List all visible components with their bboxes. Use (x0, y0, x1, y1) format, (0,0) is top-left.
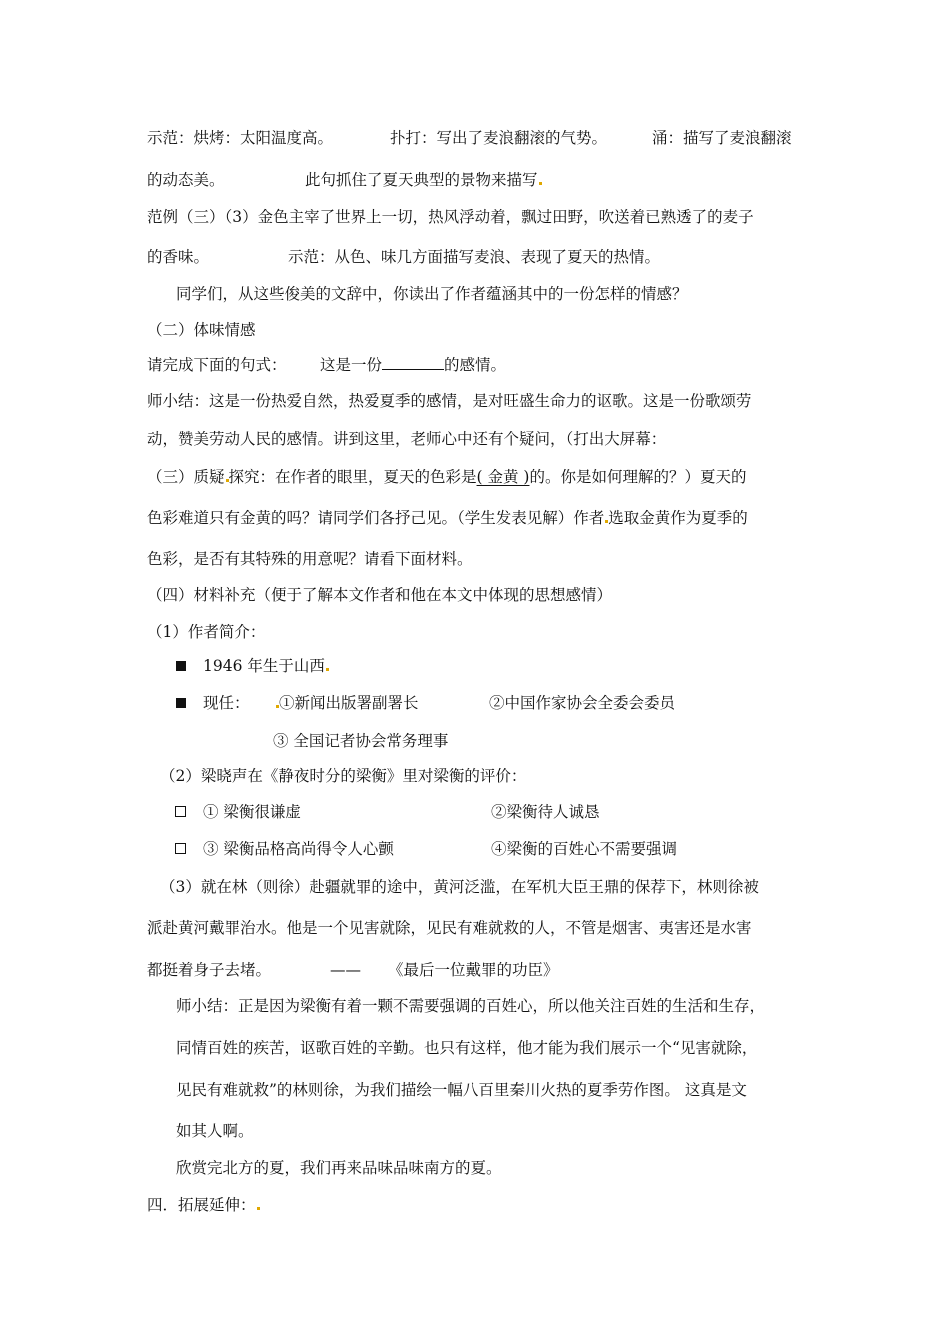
example-bake: 示范：烘烤：太阳温度高。 (147, 129, 334, 147)
color-question-line (147, 508, 748, 528)
summary-line-1 (147, 391, 752, 411)
sentence-prompt: 请完成下面的句式： (147, 356, 287, 374)
teacher-summary-line-2 (176, 1038, 757, 1058)
teacher-summary-1: 师小结：正是因为梁衡有着一颗不需要强调的百姓心，所以他关注百姓的生活和生存， (176, 997, 766, 1015)
section-three-line (147, 467, 747, 487)
fill-blank-prefix: 这是一份 (320, 356, 383, 374)
option-three: ③ 梁衡品格高尚得令人心颤 (203, 840, 394, 858)
teacher-summary-line-1 (176, 996, 765, 1016)
teacher-summary-line-3 (176, 1080, 747, 1100)
option-four: ④梁衡的百姓心不需要强调 (491, 840, 678, 858)
option-one: ① 梁衡很谦虚 (203, 803, 301, 821)
lin-story-line-1 (160, 877, 759, 897)
material-intro-line (147, 549, 473, 569)
summary-text-2: 动，赞美劳动人民的感情。讲到这里，老师心中还有个疑问，（打出大屏幕： (147, 430, 667, 448)
position-label: 现任： (203, 694, 250, 712)
citation-dash: —— (330, 961, 361, 979)
lin-story-line-3 (147, 960, 271, 980)
position-three: ③ 全国记者协会常务理事 (273, 732, 449, 750)
transition-text: 欣赏完北方的夏，我们再来品味品味南方的夏。 (176, 1159, 502, 1177)
fill-blank-suffix: 的感情。 (444, 356, 507, 374)
fragrance-line (147, 247, 209, 267)
teacher-summary-line-4 (176, 1121, 254, 1141)
author-intro-heading (147, 622, 265, 642)
checkbox-icon (175, 806, 186, 817)
example-demo-line (288, 247, 660, 267)
citation-title: 《最后一位戴罪的功臣》 (388, 961, 559, 979)
marker-dot (539, 182, 542, 185)
bullet-square-icon (176, 698, 186, 708)
example-three-line (147, 207, 754, 227)
example-demo-text: 示范：从色、味几方面描写麦浪、表现了夏天的热情。 (288, 248, 661, 266)
section-four-title: （四）材料补充（便于了解本文作者和他在本文中体现的思想感情） (147, 586, 613, 604)
lin-story-text-3: 都挺着身子去堵。 (147, 961, 272, 979)
example-surge: 涌：描写了麦浪翻滚 (652, 129, 792, 147)
citation-dash-line (330, 960, 361, 980)
position-three-line (273, 731, 448, 751)
option-four-line (491, 839, 677, 859)
position-two: ②中国作家协会全委会委员 (489, 694, 676, 712)
example-line-1c (652, 128, 792, 148)
sentence-prompt-line (147, 355, 287, 375)
inquiry-text: 探究：在作者的眼里，夏天的色彩是 (228, 468, 477, 486)
option-two: ②梁衡待人诚恳 (491, 803, 600, 821)
evaluation-heading (160, 766, 526, 786)
section-two-title: （二）体味情感 (147, 321, 256, 339)
color-choice-text: 选取金黄作为夏季的 (608, 509, 748, 527)
position-one-line (275, 693, 419, 713)
marker-dot (326, 668, 329, 671)
option-one-line (203, 802, 301, 822)
option-two-line (491, 802, 600, 822)
section-extension-line (147, 1195, 260, 1215)
evaluation-title: （2）梁晓声在《静夜时分的梁衡》里对梁衡的评价： (160, 767, 527, 785)
position-two-line (489, 693, 675, 713)
color-question-text: 色彩难道只有金黄的吗？请同学们各抒己见。（学生发表见解）作者 (147, 509, 605, 527)
example-beat: 扑打：写出了麦浪翻滚的气势。 (390, 129, 608, 147)
summary-text-1: 师小结：这是一份热爱自然，热爱夏季的感情，是对旺盛生命力的讴歌。这是一份歌颂劳 (147, 392, 752, 410)
section-four-line (147, 585, 612, 605)
example-three-text: 范例（三）（3）金色主宰了世界上一切，热风浮动着，飘过田野，吹送着已熟透了的麦子 (147, 208, 754, 226)
inquiry-text-end: 的。你是如何理解的？）夏天的 (529, 468, 747, 486)
teacher-summary-3: 见民有难就救”的林则徐，为我们描绘一幅八百里秦川火热的夏季劳作图。 这真是文 (176, 1081, 747, 1099)
summary-line-2 (147, 429, 666, 449)
dynamic-beauty-text: 的动态美。 (147, 171, 225, 189)
material-intro-text: 色彩，是否有其特殊的用意呢？请看下面材料。 (147, 550, 473, 568)
answer-golden: ( 金黄 ) (476, 468, 530, 486)
teacher-summary-2: 同情百姓的疾苦，讴歌百姓的辛勤。也只有这样，他才能为我们展示一个“见害就除， (176, 1039, 758, 1057)
birth-line (203, 656, 329, 676)
fragrance-text: 的香味。 (147, 248, 210, 266)
position-one: ①新闻出版署副署长 (279, 694, 419, 712)
scenery-note: 此句抓住了夏天典型的景物来描写 (305, 171, 538, 189)
section-heading-two (147, 320, 256, 340)
checkbox-icon (175, 843, 186, 854)
lin-story-line-2 (147, 918, 752, 938)
marker-dot (257, 1207, 260, 1210)
teacher-summary-4: 如其人啊。 (176, 1122, 254, 1140)
fill-blank-line (320, 355, 506, 375)
position-label-line (203, 693, 250, 713)
question-text: 同学们，从这些俊美的文辞中，你读出了作者蕴涵其中的一份怎样的情感？ (176, 285, 688, 303)
birth-text: 1946 年生于山西 (203, 657, 325, 675)
author-intro-title: （1）作者简介： (147, 623, 266, 641)
citation-title-line (388, 960, 559, 980)
example-line-1 (147, 128, 333, 148)
example-line-2b (305, 170, 542, 190)
fill-blank (382, 355, 444, 370)
option-three-line (203, 839, 394, 859)
question-line (176, 284, 688, 304)
lin-story-text-2: 派赴黄河戴罪治水。他是一个见害就除，见民有难就救的人，不管是烟害、夷害还是水害 (147, 919, 752, 937)
section-three-title: （三）质疑 (147, 468, 225, 486)
example-line-2 (147, 170, 225, 190)
example-line-1b (390, 128, 607, 148)
bullet-square-icon (176, 661, 186, 671)
lin-story-text-1: （3）就在林（则徐）赴疆就罪的途中，黄河泛滥，在军机大臣王鼎的保荐下，林则徐被 (160, 878, 759, 896)
section-extension-title: 四．拓展延伸： (147, 1196, 256, 1214)
transition-line (176, 1158, 502, 1178)
